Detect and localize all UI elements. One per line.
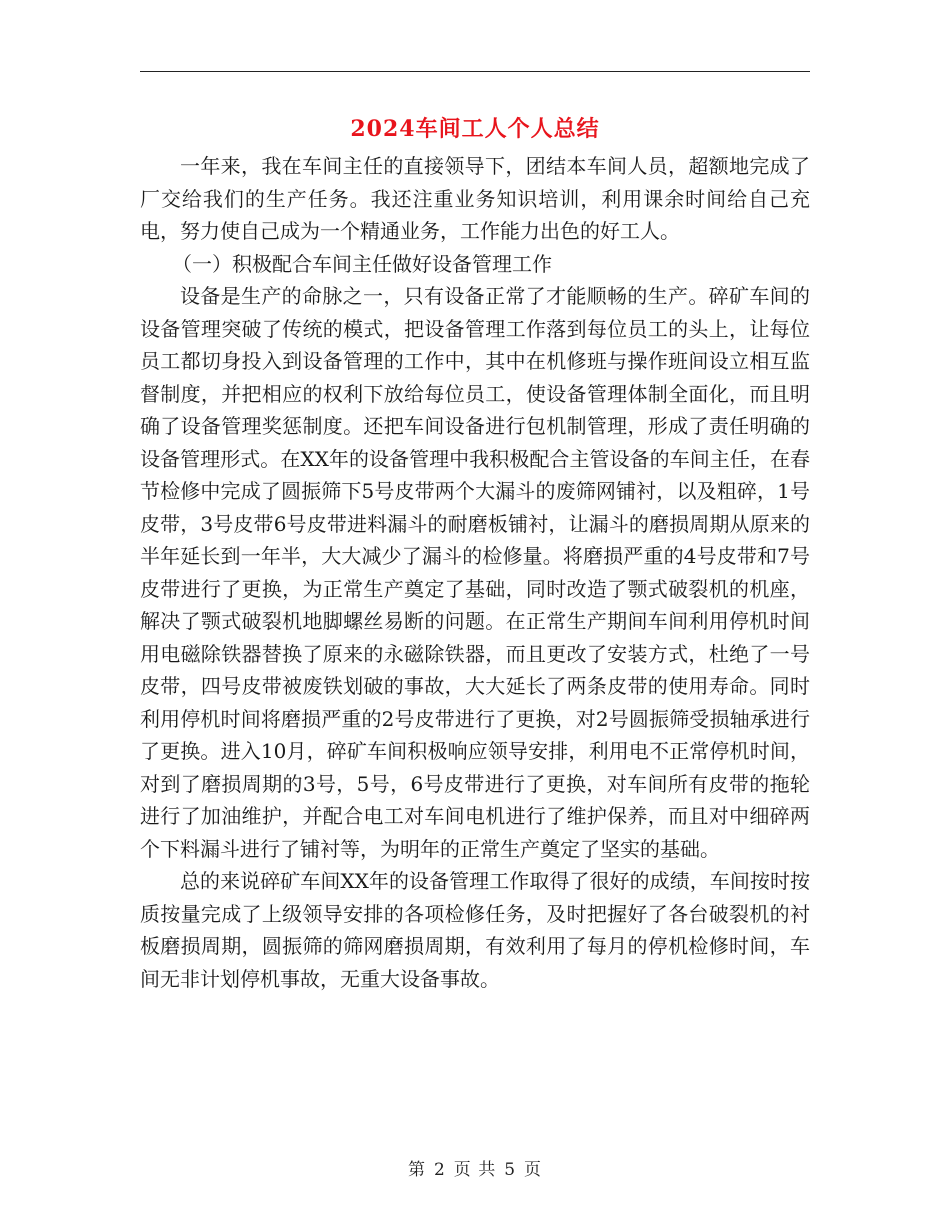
document-title: 2024车间工人个人总结: [350, 116, 600, 142]
summary-paragraph: 总的来说碎矿车间XX年的设备管理工作取得了很好的成绩，车间按时按质按量完成了上级领导安排的各项检修任务，及时把握好了各台破裂机的衬板磨损周期，圆振筛的筛网磨损周期，有效利用了每月的停机检修时间，车间无非计划停机事故，无重大设备事故。: [140, 869, 810, 991]
footer-total-pages: 5: [504, 1160, 517, 1180]
footer-suffix: 页: [524, 1160, 543, 1180]
footer-prefix: 第: [407, 1160, 426, 1180]
page-footer: [0, 1155, 950, 1180]
document-body: [140, 150, 810, 995]
intro-paragraph: 一年来，我在车间主任的直接领导下，团结本车间人员，超额地完成了厂交给我们的生产任务。我还注重业务知识培训，利用课余时间给自己充电，努力使自己成为一个精通业务，工作能力出色的好工人。: [140, 154, 810, 243]
equipment-paragraph: 设备是生产的命脉之一，只有设备正常了才能顺畅的生产。碎矿车间的设备管理突破了传统的模式，把设备管理工作落到每位员工的头上，让每位员工都切身投入到设备管理的工作中，其中在机修班与操作班间设立相互监督制度，并把相应的权利下放给每位员工，使设备管理体制全面化，而且明确了设备管理奖惩制度。还把车间设备进行包机制管理，形成了责任明确的设备管理形式。在XX年的设备管理中我积极配合主管设备的车间主任，在春节检修中完成了圆振筛下5号皮带两个大漏斗的废筛网铺衬，以及粗碎，1号皮带，3号皮带6号皮带进料漏斗的耐磨板铺衬，让漏斗的磨损周期从原来的半年延长到一年半，大大减少了漏斗的检修量。将磨损严重的4号皮带和7号皮带进行了更换，为正常生产奠定了基础，同时改造了颚式破裂机的机座，解决了颚式破裂机地脚螺丝易断的问题。在正常生产期间车间利用停机时间用电磁除铁器替换了原来的永磁除铁器，而且更改了安装方式，杜绝了一号皮带，四号皮带被废铁划破的事故，大大延长了两条皮带的使用寿命。同时利用停机时间将磨损严重的2号皮带进行了更换，对2号圆振筛受损轴承进行了更换。进入10月，碎矿车间积极响应领导安排，利用电不正常停机时间，对到了磨损周期的3号，5号，6号皮带进行了更换，对车间所有皮带的拖轮进行了加油维护，并配合电工对车间电机进行了维护保养，而且对中细碎两个下料漏斗进行了铺衬等，为明年的正常生产奠定了坚实的基础。: [140, 284, 810, 861]
footer-middle: 页 共: [453, 1160, 497, 1180]
footer-page-number: 2: [433, 1160, 446, 1180]
section-heading: （一）积极配合车间主任做好设备管理工作: [172, 251, 552, 276]
header-rule: [140, 71, 810, 72]
